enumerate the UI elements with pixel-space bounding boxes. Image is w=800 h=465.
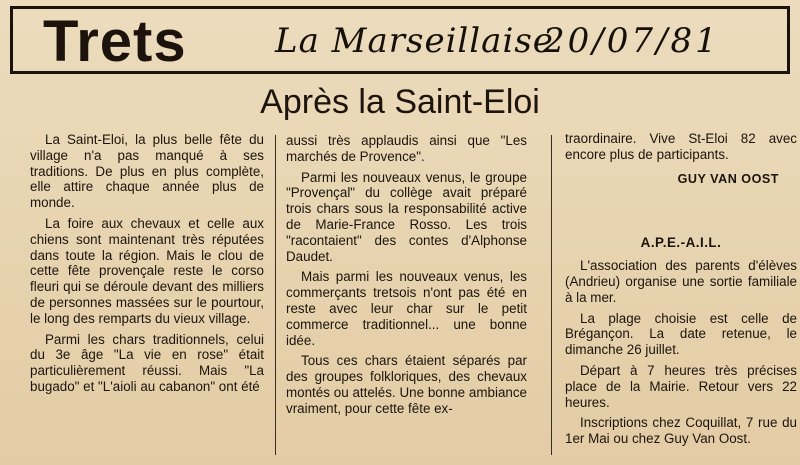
column-divider <box>551 135 552 455</box>
article-column-3 <box>565 131 797 452</box>
article-paragraph: Parmi les nouveaux venus, le groupe "Provençal" du collège avait préparé trois chars sous la responsabilité active de Marie-France Rosso. Les trois "racontaient" des contes d'Alphonse Daudet. <box>286 169 527 264</box>
article-paragraph: La foire aux chevaux et celle aux chiens sont maintenant très réputées dans toute la région. Mais le clou de cette fête provençale reste le corso fleuri qui se déroule devant des milliers de personnes massées sur le pourtour, le long des remparts du vieux village. <box>30 215 264 326</box>
town-name: Trets <box>43 9 187 74</box>
article-paragraph: aussi très applaudis ainsi que "Les marchés de Provence". <box>286 133 527 164</box>
article-paragraph: Tous ces chars étaient séparés par des groupes folkloriques, des chevaux montés ou attelés. Une bonne ambiance vraiment, pour cette fête ex- <box>286 353 527 416</box>
article-column-1 <box>30 132 264 400</box>
article-paragraph: traordinaire. Vive St-Eloi 82 avec encore plus de participants. <box>565 131 797 162</box>
notice-paragraph: La plage choisie est celle de Brégançon. La date retenue, le dimanche 26 juillet. <box>565 310 797 358</box>
column-divider <box>275 135 276 455</box>
author-signature: GUY VAN OOST <box>677 171 779 186</box>
notice-paragraph: Départ à 7 heures très précises place de la Mairie. Retour vers 22 heures. <box>565 362 797 410</box>
notice-paragraph: Inscriptions chez Coquillat, 7 rue du 1er Mai ou chez Guy Van Oost. <box>565 415 797 447</box>
notice-heading: A.P.E.-A.I.L. <box>640 235 722 251</box>
article-paragraph: Parmi les chars traditionnels, celui du 3e âge "La vie en rose" était particulièrement réussi. Mais "La bugado" et "L'aioli au cabanon" ont été <box>30 331 264 394</box>
article-headline: Après la Saint-Eloi <box>260 83 540 121</box>
article-paragraph: Mais parmi les nouveaux venus, les commerçants tretsois n'ont pas été en reste avec leur char sur le petit commerce traditionnel... une bonne idée. <box>286 269 527 348</box>
handwritten-newspaper-name: La Marseillaise <box>275 21 554 61</box>
notice-paragraph: L'association des parents d'élèves (Andrieu) organise une sortie familiale à la mer. <box>565 258 797 305</box>
article-paragraph: La Saint-Eloi, la plus belle fête du village n'a pas manqué à ses traditions. De plus en plus complète, elle attire chaque année plus de monde. <box>30 132 264 211</box>
masthead-box <box>10 6 790 74</box>
article-column-2 <box>286 133 527 422</box>
handwritten-date: 20/07/81 <box>543 21 720 61</box>
